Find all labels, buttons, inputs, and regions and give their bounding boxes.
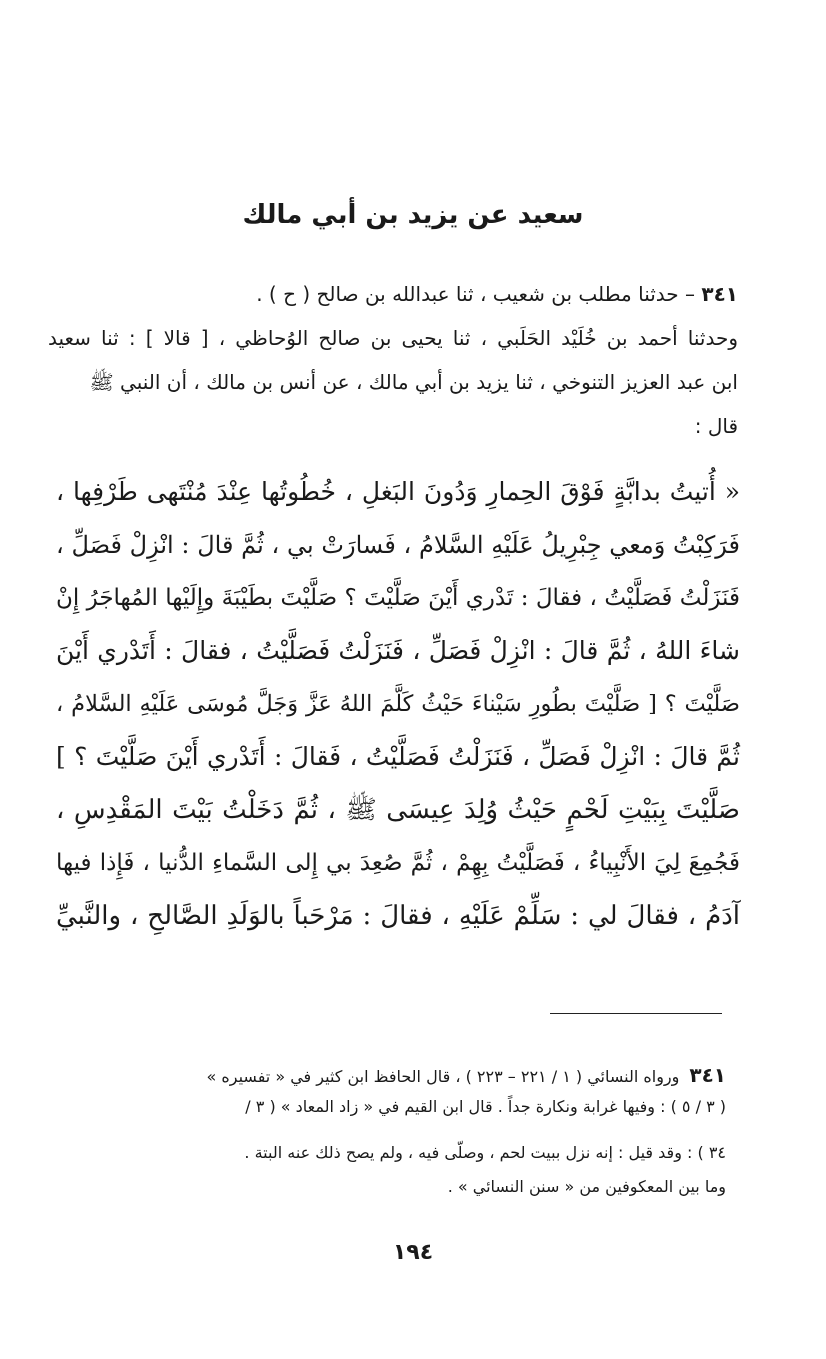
hadith-line: شاءَ اللهُ ، ثُمَّ قالَ : انْزِلْ فَصَلِّ ، فَنَزَلْتُ فَصَلَّيْتُ ، فقالَ : أَتَدْري أَيْنَ bbox=[56, 636, 740, 665]
footnote-text-1: ورواه النسائي ( ١ / ٢٢١ – ٢٢٣ ) ، قال الحافظ ابن كثير في « تفسيره » bbox=[206, 1067, 680, 1086]
footnote-separator bbox=[550, 1013, 722, 1014]
footnote-line-4: وما بين المعكوفين من « سنن النسائي » . bbox=[447, 1177, 726, 1196]
footnote-line-1 bbox=[60, 1060, 726, 1092]
footnote-number: ٣٤١ bbox=[689, 1063, 726, 1087]
hadith-line: صَلَّيْتَ ؟ [ صَلَّيْتَ بطُورِ سَيْناءَ حَيْثُ كَلَّمَ اللهُ عَزَّ وَجَلَّ مُوسَى عَلَيْهِ السَّلامُ ، bbox=[56, 691, 740, 717]
hadith-line: « أُتيتُ بدابَّةٍ فَوْقَ الحِمارِ وَدُونَ البَغلِ ، خُطُوتُها عِنْدَ مُنْتَهى طَرْفِها ، bbox=[56, 477, 740, 506]
isnad-line-2: وحدثنا أحمد بن خُلَيْد الحَلَبي ، ثنا يحيى بن صالح الوُحاظي ، [ قالا ] : ثنا سعيد bbox=[48, 326, 738, 350]
hadith-line: آدَمُ ، فقالَ لي : سَلِّمْ عَلَيْهِ ، فقالَ : مَرْحَباً بالوَلَدِ الصَّالحِ ، والنَّبيِّ bbox=[56, 901, 740, 931]
footnote-line-3: ٣٤ ) : وقد قيل : إنه نزل ببيت لحم ، وصلّى فيه ، ولم يصح ذلك عنه البتة . bbox=[244, 1143, 726, 1162]
footnote-line-2: ( ٣ / ٥ ) : وفيها غرابة ونكارة جداً . قال ابن القيم في « زاد المعاد » ( ٣ / bbox=[245, 1097, 726, 1116]
hadith-line: فَرَكِبْتُ وَمعي جِبْرِيلُ عَلَيْهِ السَّلامُ ، فَسارَتْ بي ، ثُمَّ قالَ : انْزِلْ فَصَلِّ ، bbox=[56, 531, 740, 559]
hadith-line: صَلَّيْتَ بِبَيْتِ لَحْمٍ حَيْثُ وُلِدَ عِيسَى ﷺ ، ثُمَّ دَخَلْتُ بَيْتَ المَقْدِسِ ، bbox=[56, 795, 740, 825]
hadith-line: فَنَزَلْتُ فَصَلَّيْتُ ، فقالَ : تَدْري أَيْنَ صَلَّيْتَ ؟ صَلَّيْتَ بطَيْبَةَ وإِلَيْها المُهاجَرُ إِنْ bbox=[56, 585, 740, 611]
hadith-number: ٣٤١ bbox=[701, 282, 738, 306]
isnad-line-3: ابن عبد العزيز التنوخي ، ثنا يزيد بن أبي مالك ، عن أنس بن مالك ، أن النبي ﷺ bbox=[89, 370, 738, 394]
hadith-line: ثُمَّ قالَ : انْزِلْ فَصَلِّ ، فَنَزَلْتُ فَصَلَّيْتُ ، فَقالَ : أَتَدْري أَيْنَ صَلَّيْتَ ؟ ] bbox=[56, 742, 740, 771]
page-number: ١٩٤ bbox=[392, 1240, 434, 1265]
section-title: سعيد عن يزيد بن أبي مالك bbox=[242, 200, 584, 230]
isnad-text-1: – حدثنا مطلب بن شعيب ، ثنا عبدالله بن صالح ( ح ) . bbox=[256, 282, 696, 306]
isnad-line-4: قال : bbox=[694, 414, 738, 438]
isnad-line-1 bbox=[55, 272, 738, 316]
hadith-line: فَجُمِعَ لِيَ الأَنْبِياءُ ، فَصَلَّيْتُ بِهِمْ ، ثُمَّ صُعِدَ بي إِلى السَّماءِ الدُّنيا ، فَإِذا فيها bbox=[56, 850, 740, 876]
